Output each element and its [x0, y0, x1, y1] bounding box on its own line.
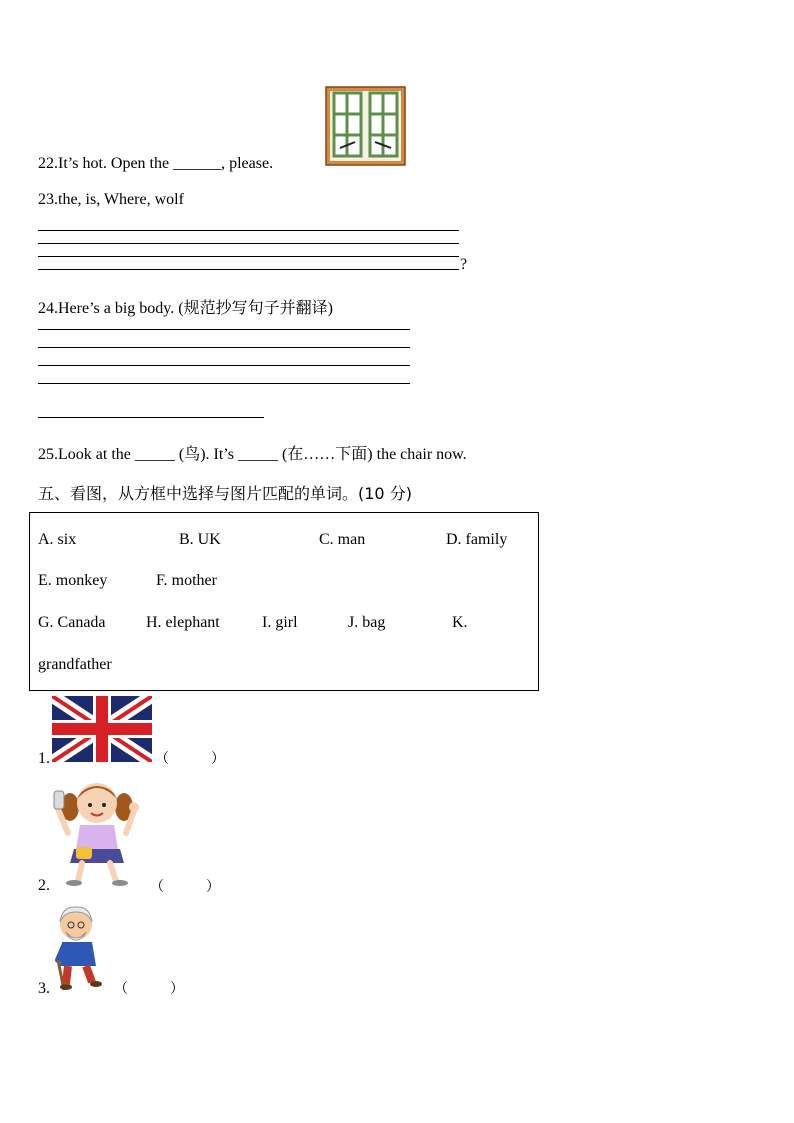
- item-2-number: 2.: [38, 877, 50, 894]
- window-icon: [325, 86, 406, 166]
- item-1-blank: （ ）: [155, 751, 225, 767]
- option-g: G. Canada: [38, 614, 106, 631]
- answer-line: [38, 329, 410, 330]
- window-picture: [325, 86, 406, 166]
- option-f: F. mother: [156, 572, 217, 589]
- answer-line: [38, 365, 410, 366]
- uk-flag-icon: [52, 696, 152, 762]
- answer-line: [38, 230, 459, 231]
- section-title: 五、看图，从方框中选择与图片匹配的单词。(10 分): [38, 484, 412, 503]
- question-23: 23.the, is, Where, wolf: [38, 191, 184, 208]
- answer-line: [38, 243, 459, 244]
- answer-line: [38, 347, 410, 348]
- answer-line: [38, 383, 410, 384]
- option-b: B. UK: [179, 531, 221, 548]
- answer-line: [38, 417, 264, 418]
- question-25: 25.Look at the _____ (鸟). It’s _____ (在……下面) the chair now.: [38, 446, 467, 463]
- answer-line: [38, 256, 459, 257]
- option-j: J. bag: [348, 614, 386, 631]
- answer-line: [38, 269, 459, 270]
- question-22: 22.It’s hot. Open the ______, please.: [38, 155, 274, 172]
- grandfather-icon: [52, 904, 108, 992]
- item-2-blank: （ ）: [150, 879, 220, 895]
- grandfather-picture: [52, 904, 108, 992]
- option-k: K.: [452, 614, 468, 631]
- option-e: E. monkey: [38, 572, 108, 589]
- item-3-blank: （ ）: [114, 981, 184, 997]
- question-mark: ?: [460, 256, 468, 273]
- girl-icon: [52, 777, 142, 887]
- item-3-number: 3.: [38, 980, 50, 997]
- question-24: 24.Here’s a big body. (规范抄写句子并翻译): [38, 300, 333, 317]
- options-box: [29, 512, 539, 691]
- option-i: I. girl: [262, 614, 298, 631]
- option-a: A. six: [38, 531, 77, 548]
- girl-picture: [52, 777, 142, 887]
- option-h: H. elephant: [146, 614, 220, 631]
- option-c: C. man: [319, 531, 366, 548]
- item-1-number: 1.: [38, 750, 50, 767]
- option-d: D. family: [446, 531, 508, 548]
- uk-flag-picture: [52, 696, 152, 762]
- option-k-word: grandfather: [38, 656, 112, 673]
